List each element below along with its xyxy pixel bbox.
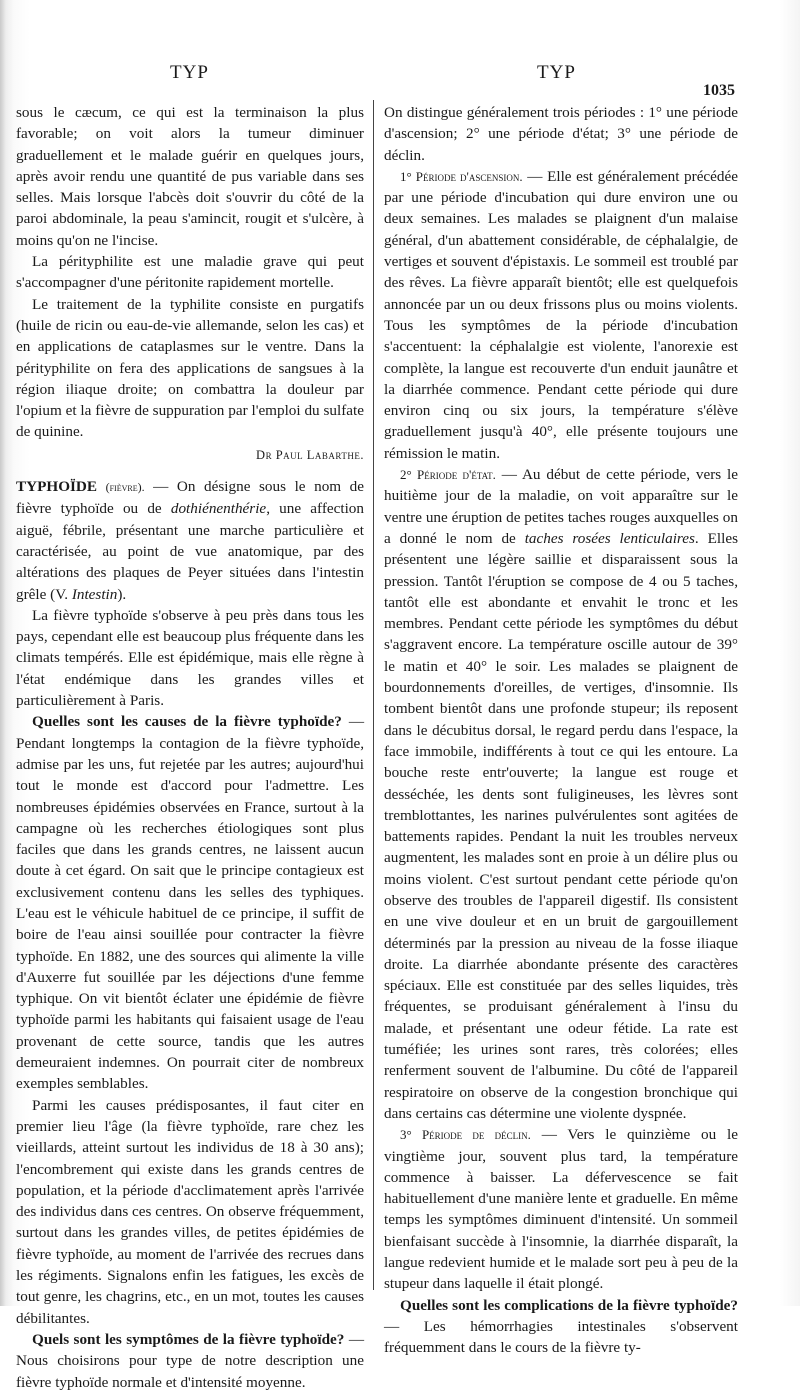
entry-headword: TYPHOÏDE — [16, 478, 98, 496]
question-heading: Quels sont les symptômes de la fièvre typhoïde? — [32, 1330, 345, 1348]
question-answer: — Nous choisirons pour type de notre description une fièvre typhoïde normale et d'intensité moyenne. — [16, 1330, 365, 1391]
period-text: — Elle est généralement précédée par une période d'incubation qui dure environ une ou deux semaines. Les malades se plaignent d'un malaise général, d'un abattement considérable, de céphalalgie, de vertiges et souvent d'épistaxis. Le sommeil est troublé par des rêves. La fièvre apparaît bientôt; elle est quelquefois annoncée par un ou deux frissons plus ou moins violents. Tous les symptômes de la période d'incubation s'accentuent: la céphalalgie est violente, l'anorexie est complète, la langue est recouverte d'un enduit jaunâtre et la diarrhée commence. Pendant cette période qui dure environ cinq ou six jours, la température s'élève graduellement jusqu'à 40°, elle présente toujours une rémission le matin. — [384, 167, 738, 462]
period-heading: 2° Période d'état. — [400, 467, 496, 483]
paragraph: Parmi les causes prédisposantes, il faut citer en premier lieu l'âge (la fièvre typhoïde, rare chez les vieillards, atteint surtout les individus de 18 à 30 ans); l'encombrement qui existe dans les grands centres de population, et la période d'acclimatement après l'arrivée des individus dans ces centres. On observe fréquemment, surtout dans les grandes villes, de petites épidémies de fièvre typhoïde, au moment de l'arrivée des recrues dans les régiments. Signalons enfin les fatigues, les excès de tout genre, les chagrins, etc., en un mot, toutes les causes débilitantes. — [16, 1096, 364, 1327]
period-heading: 3° Période de déclin. — [400, 1127, 531, 1143]
period-text: . Elles présentent une légère saillie et disparaissent sous la pression. Tantôt l'éruption se compose de 4 ou 5 taches, tantôt elle est abondante et envahit le tronc et les membres. Pendant cette période les symptômes du début s'aggravent encore. La température oscille autour de 39° le matin et 40° le soir. Les malades se plaignent de bourdonnements d'oreilles, de vertiges, d'insomnie. Ils tombent bientôt dans une profonde stupeur; ils reposent dans le décubitus dorsal, le regard perdu dans l'espace, la face immobile, indifférents à tout ce qui les entoure. La bouche reste entr'ouverte; la langue est rouge et desséchée, les dents sont fuligineuses, les lèvres sont tremblottantes, les narines pulvérulentes sont agitées de battements rapides. Pendant la nuit les troubles nerveux augmentent, les malades sont en proie à un délire plus ou moins violent. C'est surtout pendant cette période qu'on observe des troubles de l'appareil digestif. Ils consistent en une vive douleur et en un bruit de gargouillement déterminés par la pression au niveau de la fosse iliaque droite. La diarrhée abondante présente des caractères spéciaux. Elle est constituée par des selles liquides, très fréquentes, se produisant généralement à l'insu du malade, et présentant une odeur fétide. La rate est tuméfiée; les urines sont rares, très colorées; elles renferment souvent de l'albumine. Du côté de l'appareil respiratoire on observe de la congestion bronchique qui dans certains cas détermine une violente dyspnée. — [384, 529, 738, 1122]
period-ascension — [384, 166, 738, 464]
entry-definition: — On désigne sous le nom de fièvre typhoïde ou de — [16, 478, 365, 518]
page-number: 1035 — [703, 82, 735, 99]
period-declin — [384, 1124, 738, 1294]
paragraph: La fièvre typhoïde s'observe à peu près dans tous les pays, cependant elle est beaucoup plus fréquente dans les climats tempérés. Elle est épidémique, mais elle règne à l'état endémique dans les grandes villes et particulièrement à Paris. — [16, 606, 364, 710]
left-column — [16, 102, 364, 1393]
running-head-right: TYP — [537, 62, 576, 83]
paragraph: On distingue généralement trois périodes : 1° une période d'ascension; 2° une période d'état; 3° une période de déclin. — [384, 104, 738, 164]
period-text: — Vers le quinzième ou le vingtième jour, souvent plus tard, la température commence à baisser. La défervescence se fait habituellement d'une manière lente et graduelle. En même temps les symptômes diminuent d'intensité. Un sommeil bienfaisant succède à l'insomnie, la diarrhée disparaît, la langue redevient humide et le malade sort peu à peu de la stupeur dans laquelle il était plongé. — [384, 1126, 738, 1293]
column-divider — [373, 100, 374, 1290]
question-answer: — Les hémorrhagies intestinales s'observent fréquemment dans le cours de la fièvre ty- — [384, 1317, 738, 1357]
question-answer: — Pendant longtemps la contagion de la fièvre typhoïde, admise par les uns, fut rejetée par les autres; aujourd'hui tout le monde est d'accord pour l'admettre. Les nombreuses épidémies observées en France, surtout à la campagne où les recherches étiologiques sont plus faciles que dans les grands centres, ne laissent aucun doute à cet égard. On sait que le principe contagieux est exclusivement contenu dans les selles des typhiques. L'eau est le véhicule habituel de ce principe, il suffit de boire de l'eau ainsi souillée pour contracter la fièvre typhoïde. En 1882, une des sources qui alimente la ville d'Auxerre fut souillée par les déjections d'une femme typhique. On vit bientôt éclater une épidémie de fièvre typhoïde parmi les habitants qui faisaient usage de l'eau provenant de cette source, tandis que les autres demeuraient indemnes. On pourrait citer de nombreux exemples semblables. — [16, 713, 365, 1093]
paragraph: sous le cæcum, ce qui est la terminaison la plus favorable; on voit alors la tumeur diminuer graduellement et le malade guérir en quelques jours, après avoir rendu une quantité de pus variable dans ses selles. Mais lorsque l'abcès doit s'ouvrir du côté de la paroi abdominale, la peau s'amincit, rougit et s'ulcère, à moins qu'on ne l'incise. — [16, 104, 364, 249]
period-heading: 1° Période d'ascension. — [400, 168, 523, 184]
section-symptoms — [16, 1329, 364, 1393]
entry-definition: ). — [117, 585, 127, 603]
section-causes — [16, 711, 364, 1094]
running-head-left: TYP — [170, 62, 209, 83]
section-complications — [384, 1295, 738, 1359]
period-term: taches rosées lenticulaires — [524, 529, 695, 547]
right-column — [384, 102, 738, 1359]
question-heading: Quelles sont les complications de la fièvre typhoïde? — [400, 1296, 738, 1314]
paragraph: Le traitement de la typhilite consiste en purgatifs (huile de ricin ou eau-de-vie allemande, selon les cas) et en applications de cataplasmes sur le ventre. Dans la pérityphilite on fera des applications de sangsues à la région iliaque droite; on combattra la douleur par l'opium et la fièvre de suppuration par l'emploi du sulfate de quinine. — [16, 295, 364, 441]
entry-definition-term: dothiénenthérie — [170, 500, 267, 518]
period-text: — Au début de cette période, vers le huitième jour de la maladie, on voit apparaître sur le ventre une éruption de petites taches rouges auxquelles on a donné le nom de — [384, 466, 738, 547]
question-heading: Quelles sont les causes de la fièvre typhoïde? — [32, 713, 342, 731]
entry-definition: , une affection aiguë, fébrile, présentant une marche particulière et caractérisée, au point de vue anatomique, par des altérations des plaques de Peyer situées dans l'intestin grêle (V. — [16, 500, 364, 603]
author-signature: Dr Paul Labarthe. — [256, 447, 364, 462]
entry-typhoide — [16, 476, 364, 605]
paragraph: La pérityphilite est une maladie grave qui peut s'accompagner d'une péritonite rapidement mortelle. — [16, 253, 364, 292]
period-etat — [384, 464, 738, 1124]
entry-qualifier: (fièvre). — [105, 480, 145, 495]
cross-reference: Intestin — [71, 585, 118, 603]
